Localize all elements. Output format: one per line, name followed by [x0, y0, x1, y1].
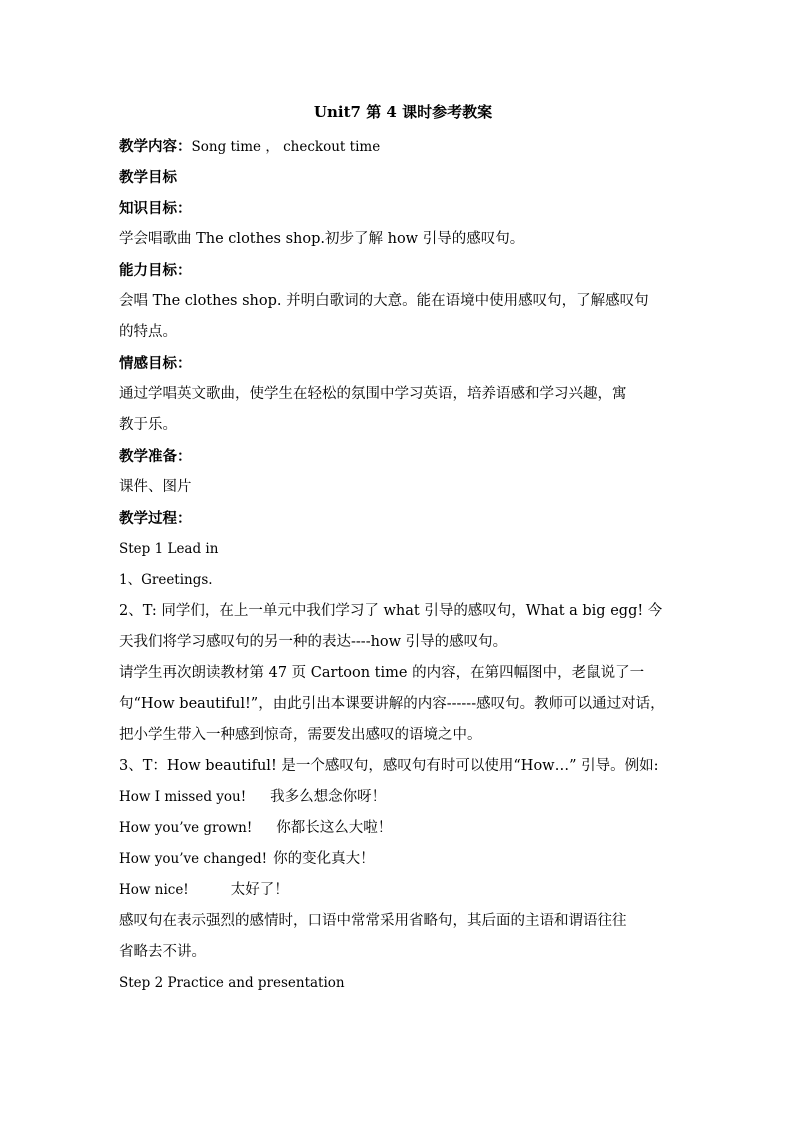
example-english: How nice!: [119, 882, 189, 898]
example-english: How you’ve changed!: [119, 851, 268, 867]
content-label: 教学内容：: [119, 138, 192, 155]
emotion-text-line-2: 教于乐。: [119, 417, 177, 433]
emotion-heading: 情感目标：: [119, 355, 192, 372]
example-row: [119, 813, 676, 844]
example-chinese: 我多么想念你呀！: [270, 789, 387, 805]
process-heading: 教学过程：: [119, 510, 192, 527]
paragraph-line-1: 请学生再次朗读教材第 47 页 Cartoon time 的内容，在第四幅图中，老鼠说了一: [119, 665, 645, 681]
lesson-title: Unit7 第 4 课时参考教案: [313, 103, 493, 121]
note-line-1: 感叹句在表示强烈的感情时，口语中常常采用省略句，其后面的主语和谓语往往: [119, 913, 627, 929]
emotion-text-line-1: 通过学唱英文歌曲，使学生在轻松的氛围中学习英语，培养语感和学习兴趣，寓: [119, 386, 627, 402]
example-chinese: 你都长这么大啦！: [276, 820, 393, 836]
paragraph-line-2: 句“How beautiful!”，由此引出本课要讲解的内容------感叹句。教师可以通过对话，: [119, 696, 665, 712]
paragraph-line-3: 把小学生带入一种感到惊奇，需要发出感叹的语境之中。: [119, 727, 482, 743]
knowledge-text: 学会唱歌曲 The clothes shop.初步了解 how 引导的感叹句。: [119, 231, 525, 247]
knowledge-heading: 知识目标：: [119, 200, 192, 217]
prep-heading: 教学准备：: [119, 448, 192, 465]
item-2-line-2: 天我们将学习感叹句的另一种的表达----how 引导的感叹句。: [119, 634, 508, 650]
note-line-2: 省略去不讲。: [119, 944, 206, 960]
item-2-line-1: 2、T: 同学们，在上一单元中我们学习了 what 引导的感叹句，What a big egg! 今: [119, 603, 663, 619]
ability-text-line-2: 的特点。: [119, 324, 177, 340]
step-1-heading: Step 1 Lead in: [119, 541, 219, 557]
example-row: [119, 844, 676, 875]
ability-text-line-1: 会唱 The clothes shop. 并明白歌词的大意。能在语境中使用感叹句，了解感叹句: [119, 293, 649, 309]
example-chinese: 你的变化真大！: [273, 851, 375, 867]
prep-text: 课件、图片: [119, 479, 192, 495]
example-english: How I missed you!: [119, 789, 247, 805]
ability-heading: 能力目标：: [119, 262, 192, 279]
goals-heading: 教学目标: [119, 169, 177, 186]
item-1-greetings: 1、Greetings.: [119, 572, 213, 588]
example-row: [119, 782, 676, 813]
lesson-body: [119, 131, 676, 999]
step-2-heading: Step 2 Practice and presentation: [119, 975, 345, 991]
content-line: [119, 131, 676, 162]
example-english: How you’ve grown!: [119, 820, 253, 836]
content-value: Song time ， checkout time: [191, 139, 381, 155]
example-chinese: 太好了！: [230, 882, 289, 898]
example-row: [119, 875, 676, 906]
item-3-line: 3、T：How beautiful! 是一个感叹句，感叹句有时可以使用“How…” 引导。例如:: [119, 758, 659, 774]
